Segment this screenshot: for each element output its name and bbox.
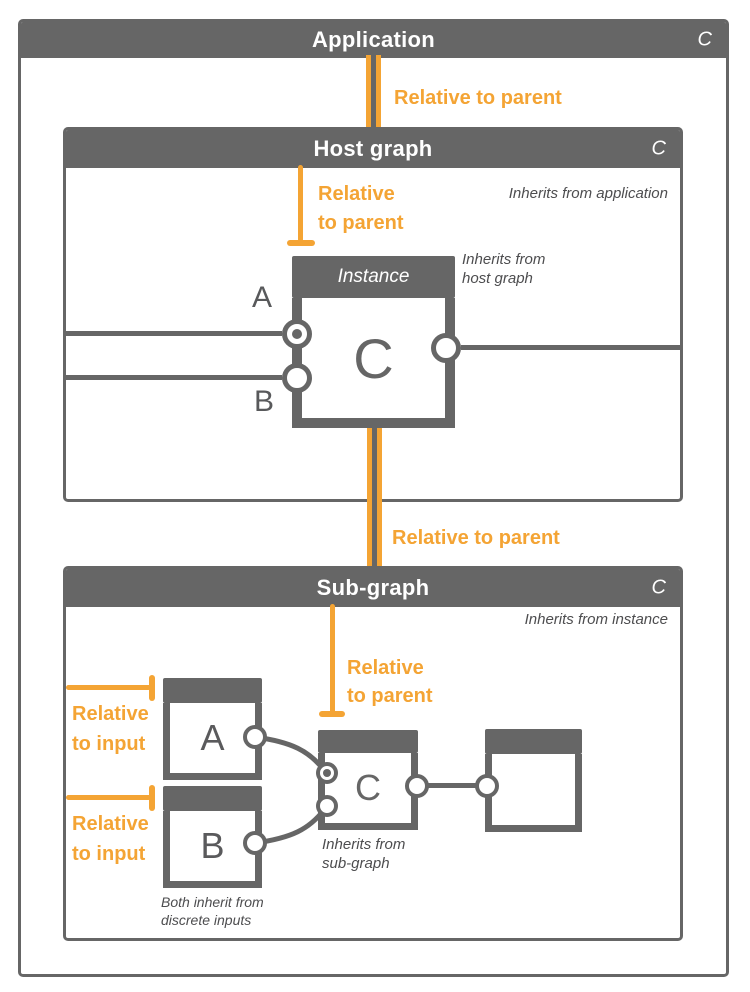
label-line2: to input	[72, 733, 146, 755]
sub-node-a-out-port	[243, 725, 267, 749]
application-title: Application	[311, 27, 436, 52]
sub-node-c-out-port	[405, 774, 429, 798]
sub-graph-badge: C	[651, 576, 666, 599]
sub-node-output-body	[485, 754, 582, 832]
sub-node-a-letter: A	[200, 717, 225, 758]
note-line1: Both inherit from	[161, 894, 264, 910]
label-line2: to input	[72, 843, 146, 865]
sub-node-c-header	[318, 730, 418, 753]
host-graph-badge: C	[651, 137, 666, 160]
note-line1: Inherits from	[322, 836, 406, 853]
inherits-from-application-note: Inherits from application	[508, 185, 668, 202]
label-line1: Relative	[347, 657, 424, 679]
sub-node-c-in-top-dot	[323, 769, 331, 777]
inherits-from-instance-note: Inherits from instance	[524, 611, 668, 628]
sub-node-c-in-bottom-port	[316, 795, 338, 817]
sub-node-b-out-port	[243, 831, 267, 855]
instance-node-title: Instance	[337, 266, 410, 287]
host-graph-title: Host graph	[313, 136, 433, 161]
sub-node-output-in-port	[475, 774, 499, 798]
wire-c-to-output-node	[427, 783, 477, 788]
note-line2: discrete inputs	[161, 912, 252, 928]
note-line2: sub-graph	[322, 855, 390, 872]
sub-node-b-header	[163, 786, 262, 811]
label-line2: to parent	[347, 685, 433, 707]
sub-node-output-header	[485, 729, 582, 754]
sub-graph-title: Sub-graph	[316, 575, 430, 600]
sub-node-c-in-top-port	[316, 762, 338, 784]
sub-node-output	[485, 729, 582, 832]
label-line1: Relative	[72, 813, 149, 835]
application-badge: C	[697, 28, 712, 51]
label-line1: Relative	[72, 703, 149, 725]
both-inherit-note	[161, 893, 264, 929]
relative-to-parent-label-top: Relative to parent	[394, 87, 562, 109]
instance-node-letter: C	[353, 326, 394, 390]
sub-node-a-header	[163, 678, 262, 703]
label-line1: Relative	[318, 183, 395, 205]
sub-node-b-letter: B	[200, 825, 225, 866]
inherits-from-sub-graph-note	[322, 835, 405, 873]
label-line2: to parent	[318, 212, 404, 234]
input-b-label: B	[254, 385, 275, 418]
note-line1: Inherits from	[462, 251, 546, 268]
sub-node-c-letter: C	[355, 767, 381, 808]
note-line2: host graph	[462, 270, 533, 287]
input-a-label: A	[252, 281, 273, 314]
relative-to-parent-label-mid: Relative to parent	[392, 527, 560, 549]
